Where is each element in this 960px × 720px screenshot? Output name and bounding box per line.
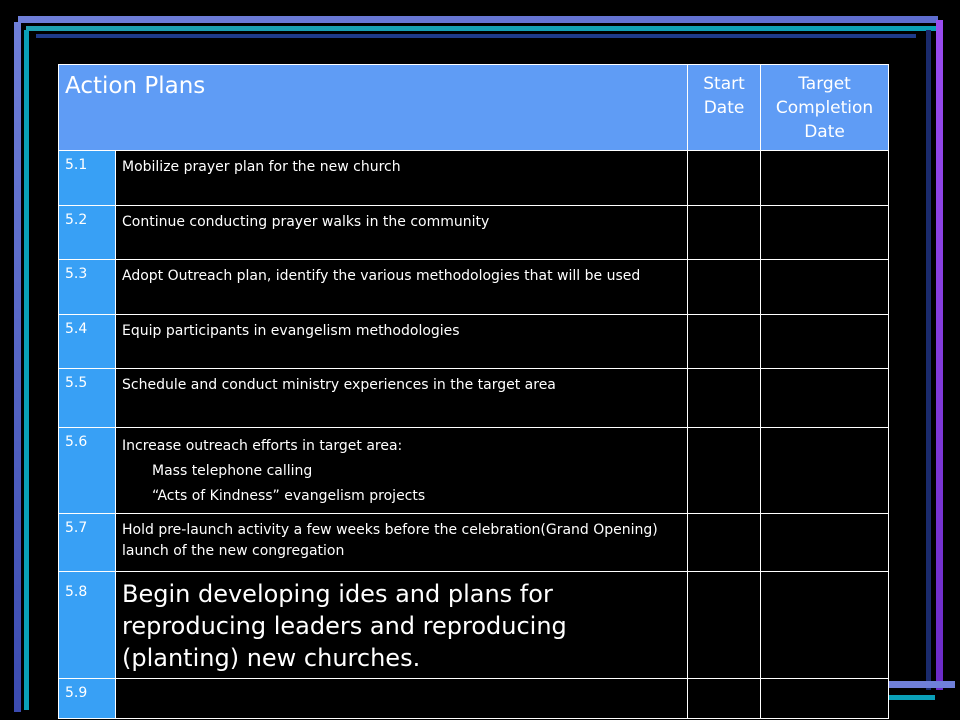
target-date-cell [761,428,889,514]
subitem: Mass telephone calling [152,463,313,479]
target-date-cell [761,315,889,369]
start-date-cell [688,679,761,719]
table-row [59,514,889,572]
frame-bar-right-inner [926,30,931,690]
row-description [116,679,688,719]
start-date-cell [688,315,761,369]
start-date-cell [688,514,761,572]
start-date-cell [688,428,761,514]
row-number: 5.3 [59,260,116,315]
subitem: “Acts of Kindness” evangelism projects [152,488,426,504]
row-description: Hold pre-launch activity a few weeks before the celebration(Grand Opening) launch of the new congregation [116,514,688,572]
frame-bar-left-accent [24,30,29,710]
table-row [59,369,889,428]
row-number: 5.9 [59,679,116,719]
target-date-cell [761,514,889,572]
row-number: 5.1 [59,151,116,206]
row-number: 5.4 [59,315,116,369]
target-completion-date-header: Target Completion Date [761,65,889,151]
start-date-header: Start Date [688,65,761,151]
table-row [59,428,889,514]
action-plans-title: Action Plans [59,65,688,151]
table-row [59,315,889,369]
table-row [59,679,889,719]
row-number: 5.6 [59,428,116,514]
start-date-cell [688,260,761,315]
start-date-cell [688,151,761,206]
row-number: 5.2 [59,206,116,260]
row-description: Continue conducting prayer walks in the community [116,206,688,260]
target-date-cell [761,260,889,315]
target-date-cell [761,151,889,206]
frame-bar-right [936,20,943,690]
row-number: 5.5 [59,369,116,428]
target-date-cell [761,369,889,428]
table-row [59,572,889,679]
table-row [59,260,889,315]
target-date-cell [761,679,889,719]
table-header-row [59,65,889,151]
start-date-cell [688,206,761,260]
row-description [116,428,688,514]
start-date-cell [688,572,761,679]
row-description: Schedule and conduct ministry experiences in the target area [116,369,688,428]
row-description: Begin developing ides and plans for reproducing leaders and reproducing (planting) new churches. [116,572,688,679]
frame-bar-top-inner [36,34,916,38]
frame-bar-top-accent [26,26,936,31]
target-date-cell [761,206,889,260]
target-date-cell [761,572,889,679]
frame-bar-left [14,22,21,712]
action-plans-table [58,64,889,719]
row-number: 5.7 [59,514,116,572]
row-number: 5.8 [59,572,116,679]
row-description-text: Increase outreach efforts in target area: [122,438,403,454]
row-description: Adopt Outreach plan, identify the various methodologies that will be used [116,260,688,315]
start-date-cell [688,369,761,428]
table-row [59,206,889,260]
frame-bar-top [18,16,938,23]
table-row [59,151,889,206]
row-description: Mobilize prayer plan for the new church [116,151,688,206]
row-description: Equip participants in evangelism methodologies [116,315,688,369]
